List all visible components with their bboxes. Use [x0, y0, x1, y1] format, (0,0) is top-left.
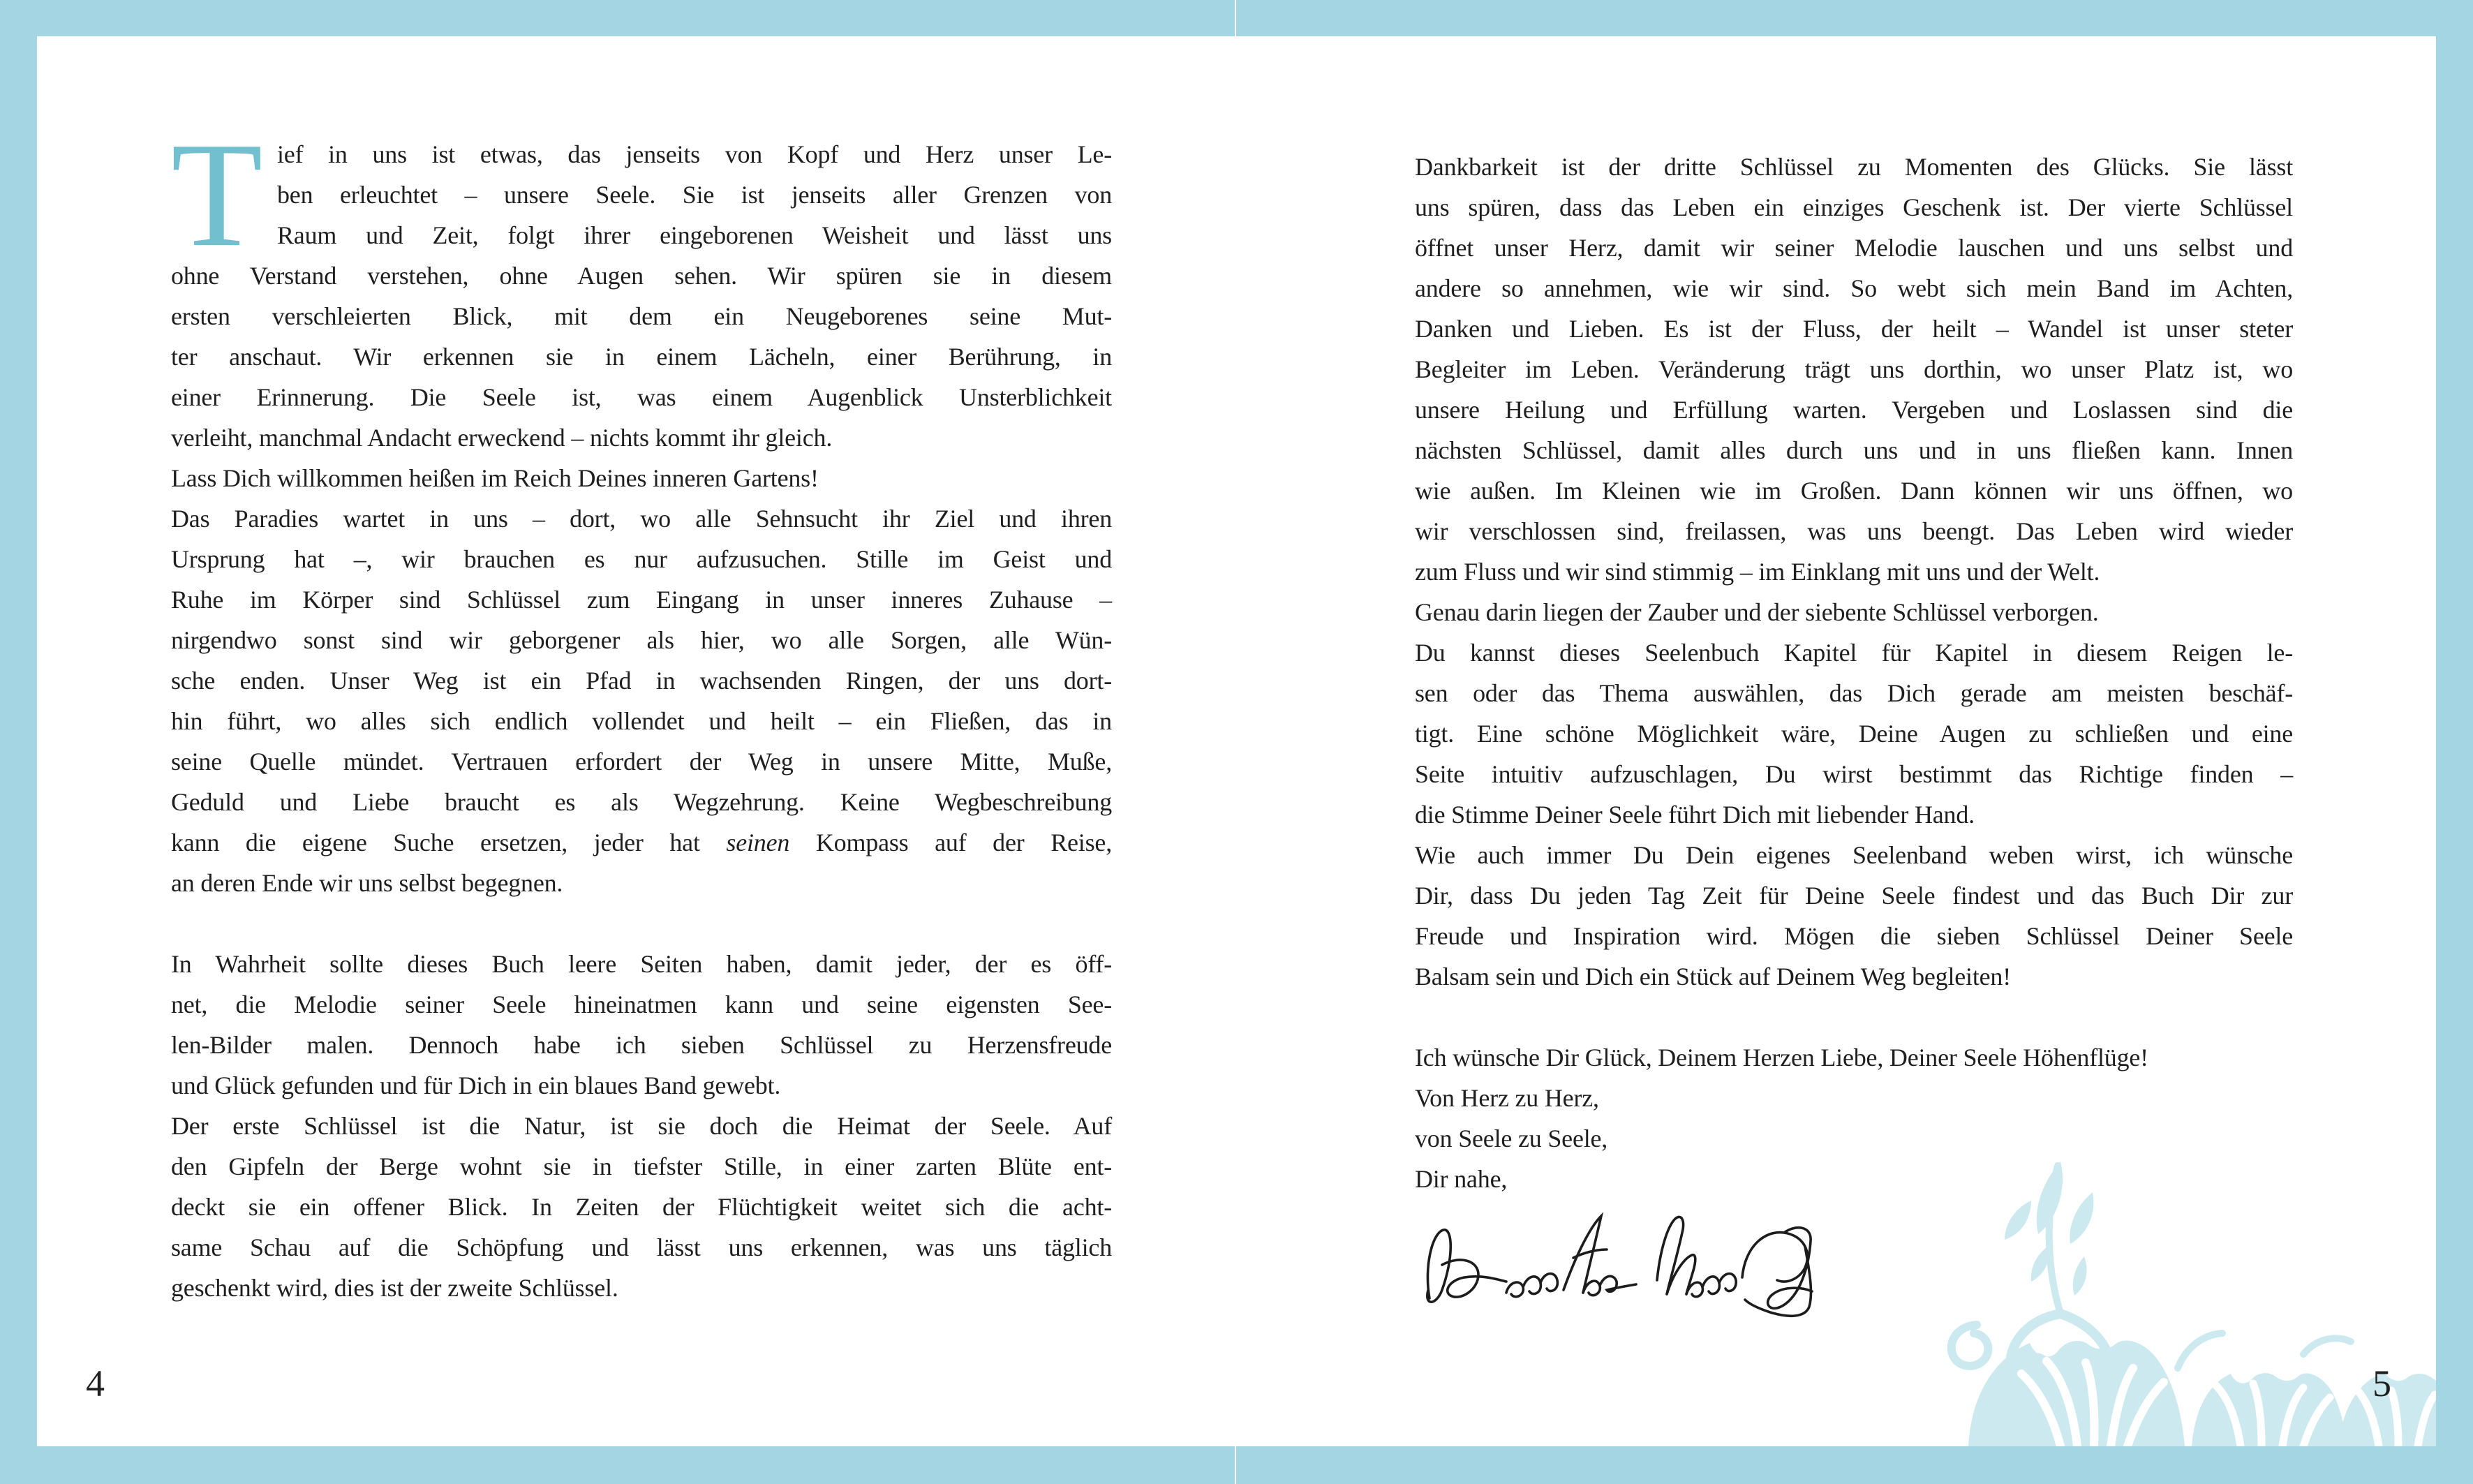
left-text-column: [171, 111, 1112, 1308]
text-line: ersten verschleierten Blick, mit dem ein Neugeborenes seine Mut-: [171, 302, 1112, 330]
text-line: nirgendwo sonst sind wir geborgener als hier, wo alle Sorgen, alle Wün-: [171, 626, 1112, 654]
text-line: sche enden. Unser Weg ist ein Pfad in wachsenden Ringen, der uns dort-: [171, 667, 1112, 695]
signature-handwritten: [1414, 1188, 1854, 1324]
text-line: verleiht, manchmal Andacht erweckend – nichts kommt ihr gleich.: [171, 424, 833, 452]
text-line: zum Fluss und wir sind stimmig – im Einklang mit uns und der Welt.: [1415, 558, 2100, 586]
text-line: Genau darin liegen der Zauber und der siebente Schlüssel verborgen.: [1415, 598, 2099, 626]
text-line: Begleiter im Leben. Veränderung trägt uns dorthin, wo unser Platz ist, wo: [1415, 355, 2293, 383]
text-line: Wie auch immer Du Dein eigenes Seelenband weben wirst, ich wünsche: [1415, 841, 2293, 869]
text-line: andere so annehmen, wie wir sind. So webt sich mein Band im Achten,: [1415, 274, 2293, 302]
text-line: geschenkt wird, dies ist der zweite Schlüssel.: [171, 1274, 618, 1302]
text-line: tigt. Eine schöne Möglichkeit wäre, Deine Augen zu schließen und eine: [1415, 720, 2293, 748]
text-line: Dir, dass Du jeden Tag Zeit für Deine Seele findest und das Buch Dir zur: [1415, 882, 2293, 910]
text-line: Von Herz zu Herz,: [1415, 1084, 1599, 1112]
text-line: hin führt, wo alles sich endlich vollendet und heilt – ein Fließen, das in: [171, 707, 1112, 735]
text-line: Raum und Zeit, folgt ihrer eingeborenen Weisheit und lässt uns: [277, 221, 1112, 249]
text-line: Danken und Lieben. Es ist der Fluss, der heilt – Wandel ist unser steter: [1415, 315, 2293, 343]
text-line: an deren Ende wir uns selbst begegnen.: [171, 869, 563, 897]
text-line: den Gipfeln der Berge wohnt sie in tiefster Stille, in einer zarten Blüte ent-: [171, 1152, 1112, 1180]
text-line: Lass Dich willkommen heißen im Reich Deines inneren Gartens!: [171, 464, 819, 492]
text-line: ohne Verstand verstehen, ohne Augen sehen. Wir spüren sie in diesem: [171, 262, 1112, 290]
text-line: len-Bilder malen. Dennoch habe ich sieben Schlüssel zu Herzensfreude: [171, 1031, 1112, 1059]
text-line: ben erleuchtet – unsere Seele. Sie ist jenseits aller Grenzen von: [277, 181, 1112, 209]
text-line: und Glück gefunden und für Dich in ein blaues Band gewebt.: [171, 1071, 781, 1099]
text-line: net, die Melodie seiner Seele hineinatmen kann und seine eigensten See-: [171, 990, 1112, 1018]
page-number-left: 4: [86, 1363, 105, 1404]
text-line: die Stimme Deiner Seele führt Dich mit liebender Hand.: [1415, 801, 1975, 829]
text-line: Ursprung hat –, wir brauchen es nur aufzusuchen. Stille im Geist und: [171, 545, 1112, 573]
floral-ornament: [1913, 1159, 2436, 1446]
spread-pages: [37, 36, 2436, 1446]
page-number-right: 5: [2372, 1363, 2391, 1404]
text-line: Ruhe im Körper sind Schlüssel zum Eingang in unser inneres Zuhause –: [171, 586, 1112, 614]
text-line: Dir nahe,: [1415, 1165, 1508, 1193]
text-line: unsere Heilung und Erfüllung warten. Vergeben und Loslassen sind die: [1415, 396, 2293, 424]
text-line: sen oder das Thema auswählen, das Dich gerade am meisten beschäf-: [1415, 679, 2293, 707]
text-line: Balsam sein und Dich ein Stück auf Deinem Weg begleiten!: [1415, 963, 2012, 990]
page-left: [37, 36, 1236, 1446]
text-line: nächsten Schlüssel, damit alles durch uns und in uns fließen kann. Innen: [1415, 436, 2293, 464]
right-text-column: [1415, 147, 2293, 1199]
text-line: Seite intuitiv aufzuschlagen, Du wirst bestimmt das Richtige finden –: [1415, 760, 2293, 788]
text-line: von Seele zu Seele,: [1415, 1125, 1608, 1152]
text-line: wir verschlossen sind, freilassen, was uns beengt. Das Leben wird wieder: [1415, 517, 2293, 545]
text-line: In Wahrheit sollte dieses Buch leere Seiten haben, damit jeder, der es öff-: [171, 950, 1112, 978]
text-line: Dankbarkeit ist der dritte Schlüssel zu Momenten des Glücks. Sie lässt: [1415, 153, 2293, 181]
text-line: Das Paradies wartet in uns – dort, wo alle Sehnsucht ihr Ziel und ihren: [171, 505, 1112, 533]
text-line: öffnet unser Herz, damit wir seiner Melodie lauschen und uns selbst und: [1415, 234, 2293, 262]
text-line: uns spüren, dass das Leben ein einziges Geschenk ist. Der vierte Schlüssel: [1415, 193, 2293, 221]
text-line: same Schau auf die Schöpfung und lässt uns erkennen, was uns täglich: [171, 1233, 1112, 1261]
page-right: [1236, 36, 2436, 1446]
text-line: Ich wünsche Dir Glück, Deinem Herzen Liebe, Deiner Seele Höhenflüge!: [1415, 1044, 2148, 1071]
paragraph-spacer: [171, 903, 1112, 944]
paragraph-spacer: [1415, 997, 2293, 1037]
text-line: seine Quelle mündet. Vertrauen erfordert der Weg in unsere Mitte, Muße,: [171, 748, 1112, 776]
drop-cap-letter: T: [171, 111, 263, 278]
gutter-line: [1235, 0, 1236, 1484]
text-line: Du kannst dieses Seelenbuch Kapitel für Kapitel in diesem Reigen le-: [1415, 639, 2293, 667]
text-line: Der erste Schlüssel ist die Natur, ist sie doch die Heimat der Seele. Auf: [171, 1112, 1112, 1140]
text-line: Geduld und Liebe braucht es als Wegzehrung. Keine Wegbeschreibung: [171, 788, 1112, 816]
text-line: ief in uns ist etwas, das jenseits von Kopf und Herz unser Le-: [277, 140, 1112, 168]
text-line: Freude und Inspiration wird. Mögen die sieben Schlüssel Deiner Seele: [1415, 922, 2293, 950]
text-line: kann die eigene Suche ersetzen, jeder hat seinen Kompass auf der Reise,: [171, 829, 1112, 856]
text-line: deckt sie ein offener Blick. In Zeiten der Flüchtigkeit weitet sich die acht-: [171, 1193, 1112, 1221]
text-line: ter anschaut. Wir erkennen sie in einem Lächeln, einer Berührung, in: [171, 343, 1112, 371]
text-line: wie außen. Im Kleinen wie im Großen. Dann können wir uns öffnen, wo: [1415, 477, 2293, 505]
text-line: einer Erinnerung. Die Seele ist, was einem Augenblick Unsterblichkeit: [171, 383, 1112, 411]
